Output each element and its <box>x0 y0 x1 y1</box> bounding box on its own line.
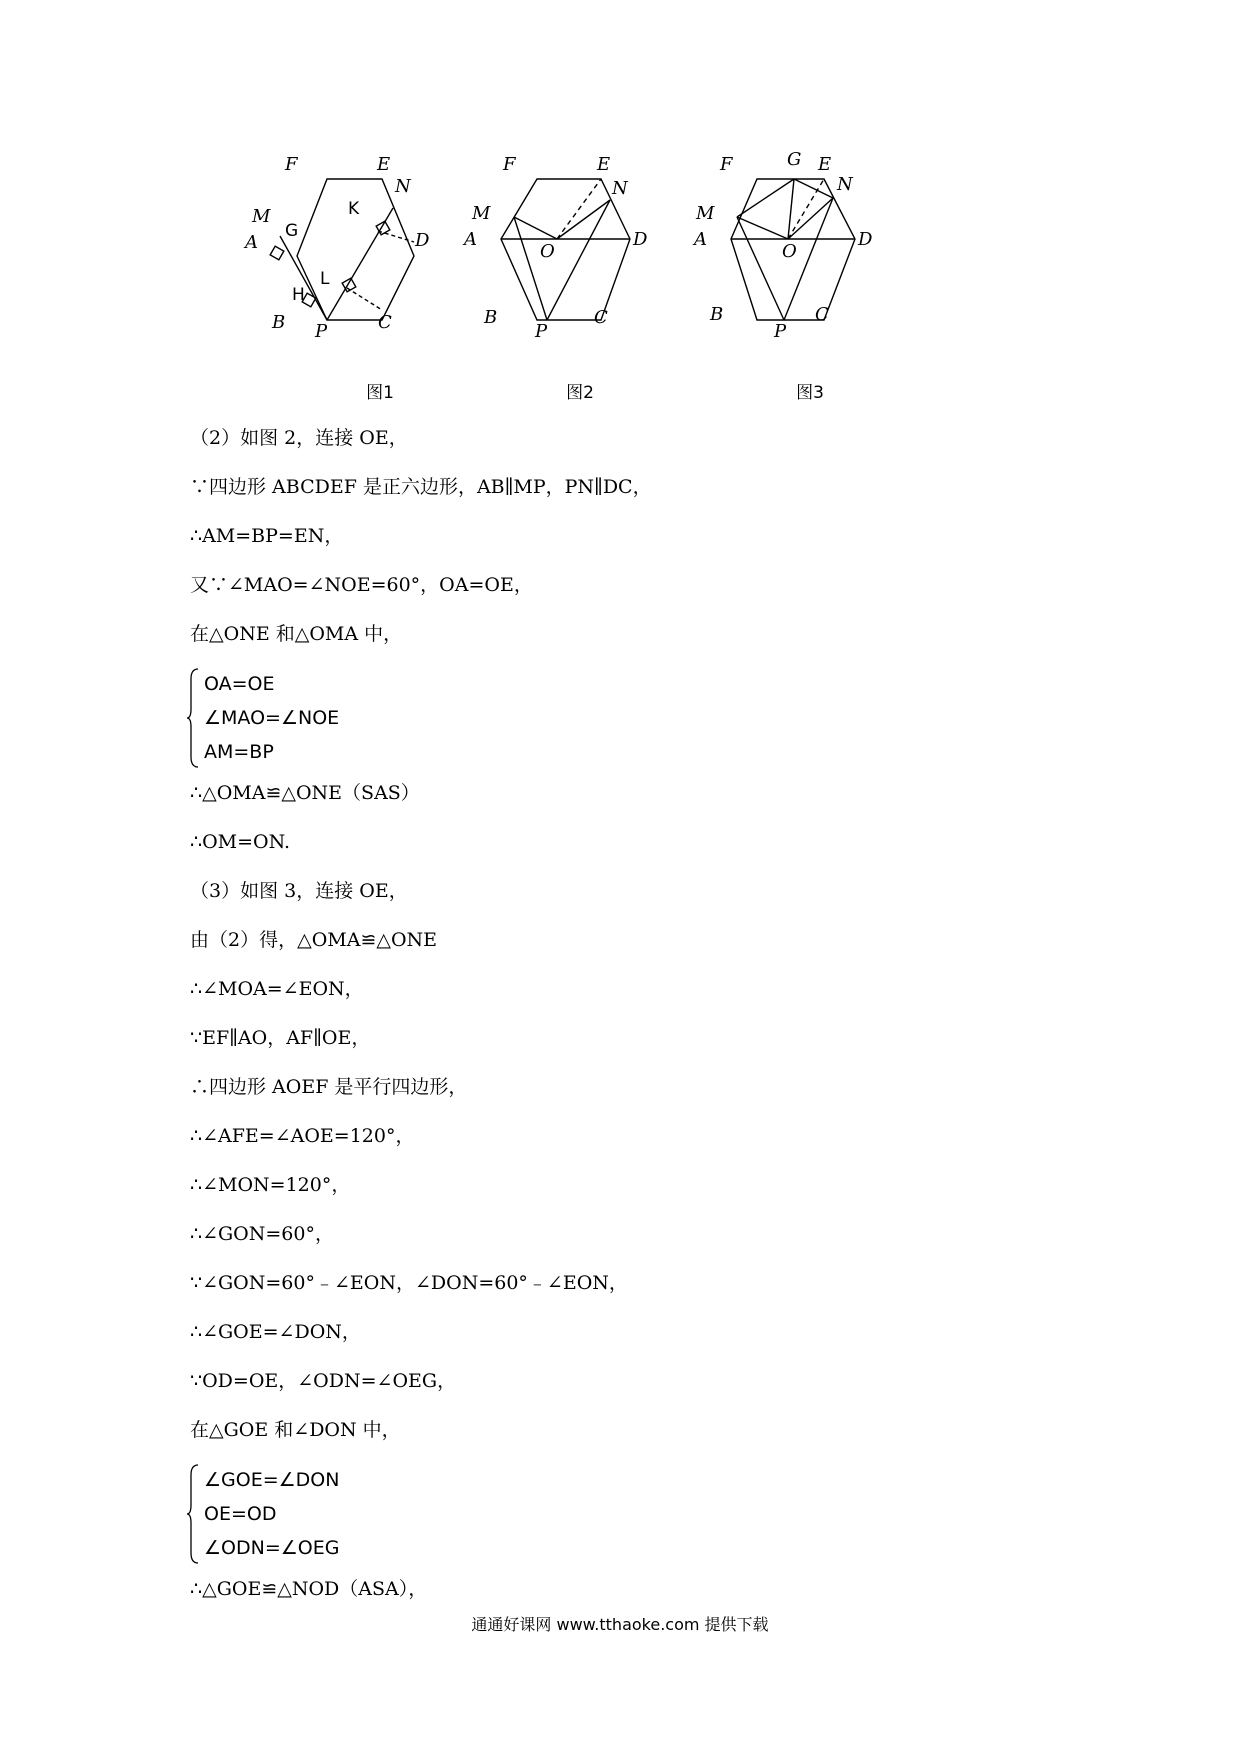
proof-line: ∴△OMA≌△ONE（SAS） <box>190 782 420 804</box>
system-row: ∠ODN=∠OEG <box>204 1537 340 1559</box>
brace-icon <box>186 667 200 769</box>
segment-GN <box>794 179 833 198</box>
proof-line: ∴△GOE≌△NOD（ASA）， <box>190 1578 428 1600</box>
label-M: M <box>696 203 715 224</box>
proof-line: （3）如图 3，连接 OE， <box>190 880 408 902</box>
segment-ON <box>557 200 610 239</box>
label-D: D <box>633 229 648 250</box>
proof-line: ∴∠MOA=∠EON， <box>190 978 364 1000</box>
label-C: C <box>594 307 608 328</box>
label-P: P <box>774 321 787 342</box>
label-H: H <box>292 285 305 305</box>
label-E: E <box>818 154 832 175</box>
equation-system-1 <box>190 667 1090 769</box>
label-A: A <box>464 229 477 250</box>
proof-line: 在△GOE 和∠DON 中， <box>190 1419 401 1441</box>
label-B: B <box>484 307 498 328</box>
label-G: G <box>787 149 802 170</box>
label-D: D <box>858 229 873 250</box>
label-P: P <box>315 321 328 342</box>
figure-1 <box>245 154 490 403</box>
label-G: G <box>285 221 299 241</box>
perp-CL <box>347 288 382 310</box>
label-K: K <box>348 199 360 219</box>
label-F: F <box>285 154 298 175</box>
label-C: C <box>378 312 392 333</box>
proof-line: （2）如图 2，连接 OE， <box>190 427 408 449</box>
label-E: E <box>597 154 611 175</box>
label-A: A <box>245 232 258 253</box>
perp-DK <box>378 231 414 242</box>
label-M: M <box>472 203 491 224</box>
system-row: OE=OD <box>204 1503 277 1525</box>
figure-2-diagram <box>464 154 690 370</box>
figure-2-caption: 图2 <box>566 383 594 403</box>
label-A: A <box>694 229 707 250</box>
proof-line: 由（2）得，△OMA≌△ONE <box>190 929 438 951</box>
label-O: O <box>540 241 555 262</box>
figure-3-caption: 图3 <box>796 383 824 403</box>
label-B: B <box>272 312 286 333</box>
segment-PN <box>547 200 610 320</box>
proof-line: 在△ONE 和△OMA 中， <box>190 623 403 645</box>
label-F: F <box>503 154 516 175</box>
figure-2 <box>464 154 690 403</box>
proof-line: ∴∠MON=120°， <box>190 1174 351 1196</box>
segment-MP <box>737 217 784 320</box>
segment-PN <box>327 208 393 320</box>
figure-3-diagram <box>694 149 920 370</box>
equation-system-2 <box>190 1463 1090 1565</box>
label-D: D <box>415 230 430 251</box>
figure-1-caption: 图1 <box>366 383 394 403</box>
label-N: N <box>837 174 853 195</box>
proof-line: 又∵∠MAO=∠NOE=60°，OA=OE， <box>190 574 533 596</box>
label-F: F <box>720 154 733 175</box>
segment-MO <box>737 217 788 239</box>
label-P: P <box>535 321 548 342</box>
proof-line: ∴∠GON=60°， <box>190 1223 334 1245</box>
proof-line: ∴∠GOE=∠DON， <box>190 1321 361 1343</box>
label-M: M <box>252 206 271 227</box>
hexagon <box>501 179 630 320</box>
proof-line: ∵EF∥AO，AF∥OE， <box>190 1027 371 1049</box>
brace-icon <box>186 1463 200 1565</box>
proof-line: ∴∠AFE=∠AOE=120°， <box>190 1125 415 1147</box>
figure-3 <box>694 149 920 403</box>
segment-ON <box>788 198 833 239</box>
proof-line: ∵∠GON=60°﹣∠EON，∠DON=60°﹣∠EON， <box>190 1272 628 1294</box>
system-row: OA=OE <box>204 673 275 695</box>
label-E: E <box>377 154 391 175</box>
label-L: L <box>320 269 330 289</box>
figure-row <box>245 149 990 410</box>
proof-text <box>190 420 1090 1620</box>
page-footer: 通通好课网 www.tthaoke.com 提供下载 <box>471 1615 769 1634</box>
label-O: O <box>782 241 797 262</box>
system-row: ∠GOE=∠DON <box>204 1469 340 1491</box>
label-C: C <box>815 304 829 325</box>
segment-MG <box>737 179 794 217</box>
proof-line: ∵OD=OE，∠ODN=∠OEG， <box>190 1370 457 1392</box>
system-row: AM=BP <box>204 741 274 763</box>
proof-line: ∴AM=BP=EN， <box>190 525 344 547</box>
label-N: N <box>395 176 411 197</box>
label-N: N <box>612 178 628 199</box>
proof-line: ∴OM=ON. <box>190 831 291 853</box>
system-row: ∠MAO=∠NOE <box>204 707 340 729</box>
proof-line: ∵四边形 ABCDEF 是正六边形，AB∥MP，PN∥DC， <box>190 476 652 498</box>
proof-line: ∴四边形 AOEF 是平行四边形， <box>190 1076 468 1098</box>
figure-1-diagram <box>245 154 490 370</box>
label-B: B <box>710 304 724 325</box>
right-angle-G <box>270 246 284 260</box>
